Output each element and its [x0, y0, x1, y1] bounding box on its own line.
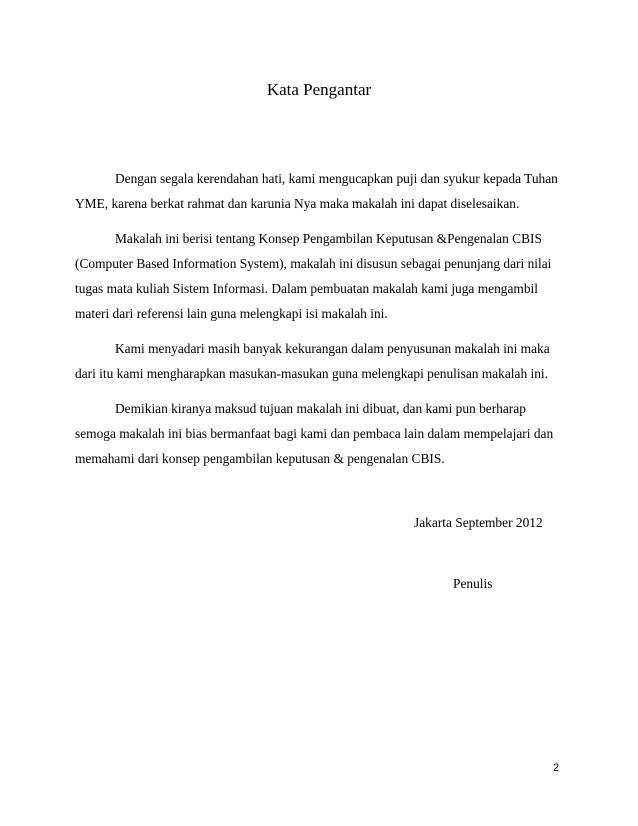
page-number: 2 [553, 762, 560, 774]
author-signature: Penulis [453, 576, 493, 591]
paragraph-1: Dengan segala kerendahan hati, kami mengucapkan puji dan syukur kepada Tuhan YME, karena berkat rahmat dan karunia Nya maka makalah ini dapat diselesaikan. [75, 171, 558, 211]
place-date: Jakarta September 2012 [414, 515, 543, 530]
page-title: Kata Pengantar [266, 80, 372, 99]
body-text [75, 166, 565, 481]
paragraph-4: Demikian kiranya maksud tujuan makalah ini dibuat, dan kami pun berharap semoga makalah ini bias bermanfaat bagi kami dan pembaca lain dalam mempelajari dan memahami dari konsep pengambilan keputusan & pengenalan CBIS. [75, 401, 554, 466]
paragraph-2: Makalah ini berisi tentang Konsep Pengambilan Keputusan &Pengenalan CBIS (Computer Based Information System), makalah ini disusun sebagai penunjang dari nilai tugas mata kuliah Sistem Informasi. Dalam pembuatan makalah kami juga mengambil materi dari referensi lain guna melengkapi isi makalah ini. [75, 231, 552, 321]
paragraph-3: Kami menyadari masih banyak kekurangan dalam penyusunan makalah ini maka dari itu kami mengharapkan masukan-masukan guna melengkapi penulisan makalah ini. [75, 341, 550, 381]
